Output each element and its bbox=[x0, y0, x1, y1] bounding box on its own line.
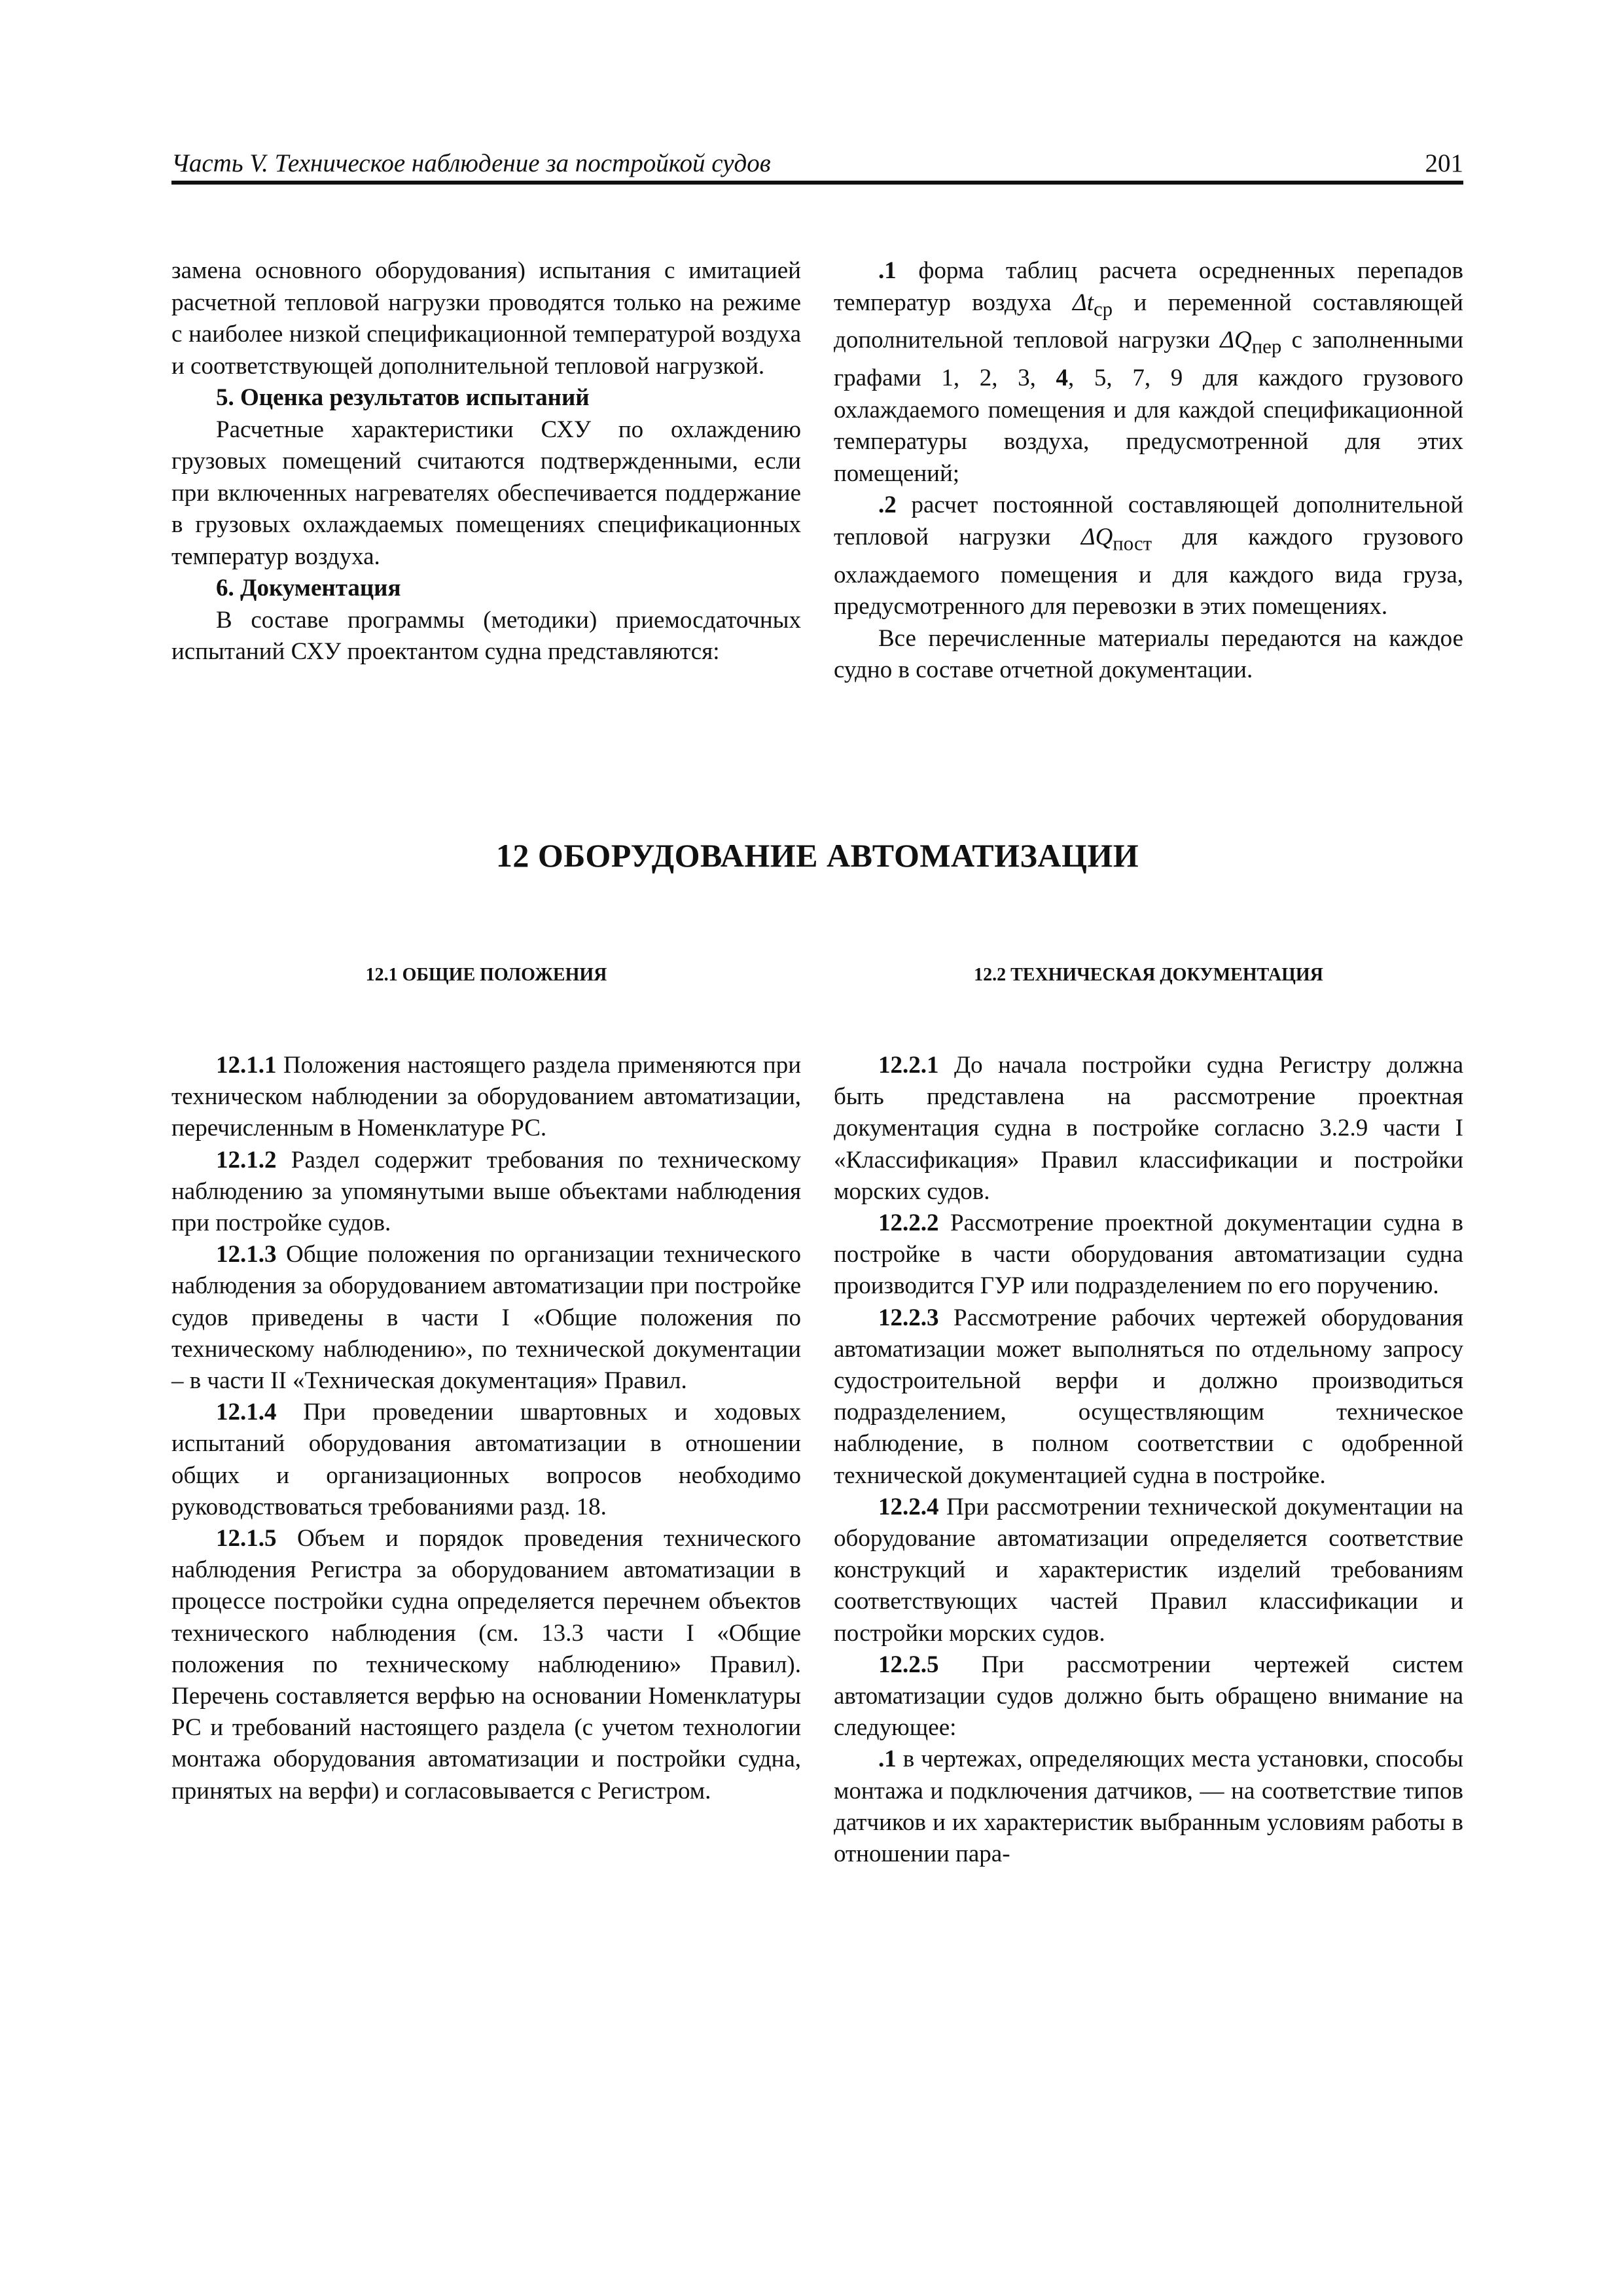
item-text: и переменной составляющей дополнительной тепловой нагрузки bbox=[834, 289, 1463, 354]
item-text: форма таблиц расчета осредненных перепадов температур воздуха bbox=[834, 257, 1463, 316]
list-item bbox=[834, 490, 1463, 622]
math-symbol: Δt bbox=[1073, 289, 1094, 316]
subsection-heading: 6. Документация bbox=[216, 575, 401, 601]
item-number: .1 bbox=[878, 1746, 897, 1773]
clause-number: 12.1.1 bbox=[216, 1052, 277, 1079]
item-number: .1 bbox=[878, 257, 897, 284]
item-number: .2 bbox=[878, 492, 897, 519]
item-text: для каждого грузового охлаждаемого помещения и для каждого вида груза, предусмотренного для перевозки в этих помещениях. bbox=[834, 523, 1463, 620]
paragraph: В составе программы (методики) приемосдаточных испытаний СХУ проектантом судна представляются: bbox=[171, 606, 801, 665]
paragraph: Все перечисленные материалы передаются на каждое судно в составе отчетной документации. bbox=[834, 624, 1463, 684]
section-12-2-column bbox=[834, 1050, 1463, 1870]
clause-number: 12.2.2 bbox=[878, 1210, 939, 1237]
clause-number: 12.1.2 bbox=[216, 1146, 277, 1174]
math-symbol: ΔQ bbox=[1220, 327, 1252, 354]
clause bbox=[171, 1145, 801, 1240]
clause-text: При рассмотрении технической документации на оборудование автоматизации определяется соответствие конструкций и характеристик изделий требованиям соответствующих частей Правил классификации и постройки морских судов. bbox=[834, 1493, 1463, 1647]
clause bbox=[171, 1050, 801, 1145]
bold-number: 4 bbox=[1056, 365, 1069, 392]
subsection-heading: 5. Оценка результатов испытаний bbox=[216, 384, 590, 411]
page-number: 201 bbox=[1425, 149, 1463, 177]
item-text: , 5, 7, 9 для каждого грузового охлаждаемого помещения и для каждой спецификационной температуры воздуха, предусмотренной для этих помещений; bbox=[834, 365, 1463, 487]
section-12-1-column bbox=[171, 1050, 801, 1807]
clause-text: Объем и порядок проведения технического наблюдения Регистра за оборудованием автоматизации в процессе постройки судна определяется перечнем объектов технического наблюдения (см. 13.3 части I «Общие положения по техническому наблюдению» Правил). Перечень составляется верфью на основании Номенклатуры РС и требований настоящего раздела (с учетом технологии монтажа оборудования автоматизации и постройки судна, принятых на верфи) и согласовывается с Регистром. bbox=[171, 1525, 801, 1804]
header-title: Часть V. Техническое наблюдение за постройкой судов bbox=[171, 149, 771, 177]
clause bbox=[171, 1397, 801, 1523]
clause-text: При проведении швартовных и ходовых испытаний оборудования автоматизации в отношении общих и организационных вопросов необходимо руководствоваться требованиями разд. 18. bbox=[171, 1399, 801, 1520]
clause-text: При рассмотрении чертежей систем автоматизации судов должно быть обращено внимание на следующее: bbox=[834, 1651, 1463, 1742]
paragraph: Расчетные характеристики СХУ по охлаждению грузовых помещений считаются подтвержденными, если при включенных нагревателях обеспечивается поддержание в грузовых охлаждаемых помещениях спецификационных температур воздуха. bbox=[171, 416, 801, 570]
clause-text: Положения настоящего раздела применяются при техническом наблюдении за оборудованием автоматизации, перечисленным в Номенклатуре РС. bbox=[171, 1052, 801, 1142]
top-left-column bbox=[171, 255, 801, 668]
clause-number: 12.2.1 bbox=[878, 1052, 939, 1079]
clause-number: 12.1.5 bbox=[216, 1525, 277, 1552]
clause bbox=[171, 1239, 801, 1397]
item-text: расчет постоянной составляющей дополнительной тепловой нагрузки bbox=[834, 492, 1463, 550]
clause bbox=[834, 1050, 1463, 1208]
list-item bbox=[834, 255, 1463, 490]
section-title-12-2: 12.2 ТЕХНИЧЕСКАЯ ДОКУМЕНТАЦИЯ bbox=[974, 965, 1323, 985]
clause-number: 12.1.4 bbox=[216, 1399, 277, 1426]
clause-number: 12.2.5 bbox=[878, 1651, 939, 1678]
clause-text: Рассмотрение проектной документации судна в постройке в части оборудования автоматизации судна производится ГУР или подразделением по его поручению. bbox=[834, 1210, 1463, 1300]
math-subscript: пер bbox=[1251, 335, 1282, 358]
item-text: с заполненными графами 1, 2, 3, bbox=[834, 327, 1463, 392]
clause bbox=[834, 1208, 1463, 1302]
clause bbox=[834, 1302, 1463, 1492]
clause bbox=[834, 1649, 1463, 1744]
top-right-column bbox=[834, 255, 1463, 687]
clause-text: До начала постройки судна Регистру должна быть представлена на рассмотрение проектная документация судна в постройке согласно 3.2.9 части I «Классификация» Правил классификации и постройки морских судов. bbox=[834, 1052, 1463, 1205]
clause-number: 12.2.4 bbox=[878, 1493, 939, 1520]
clause-number: 12.2.3 bbox=[878, 1304, 939, 1331]
list-item bbox=[834, 1744, 1463, 1870]
clause-text: Рассмотрение рабочих чертежей оборудования автоматизации может выполняться по отдельному запросу судостроительной верфи и должно производиться подразделением, осуществляющим техническое наблюдение, в полном соответствии с одобренной технической документацией судна в постройке. bbox=[834, 1304, 1463, 1489]
clause-number: 12.1.3 bbox=[216, 1241, 277, 1268]
clause bbox=[171, 1523, 801, 1807]
section-title-12-1: 12.1 ОБЩИЕ ПОЛОЖЕНИЯ bbox=[365, 965, 607, 985]
clause-text: Раздел содержит требования по техническому наблюдению за упомянутыми выше объектами наблюдения при постройке судов. bbox=[171, 1146, 801, 1237]
math-subscript: ср bbox=[1094, 297, 1113, 320]
math-subscript: пост bbox=[1113, 532, 1152, 555]
clause-text: Общие положения по организации технического наблюдения за оборудованием автоматизации при постройке судов приведены в части I «Общие положения по техническому наблюдению», по технической документации – в части II «Техническая документация» Правил. bbox=[171, 1241, 801, 1395]
chapter-title: 12 ОБОРУДОВАНИЕ АВТОМАТИЗАЦИИ bbox=[495, 837, 1139, 874]
math-symbol: ΔQ bbox=[1080, 523, 1113, 550]
item-text: в чертежах, определяющих места установки, способы монтажа и подключения датчиков, — на соответствие типов датчиков и их характеристик выбранным условиям работы в отношении пара- bbox=[834, 1746, 1463, 1868]
running-header bbox=[171, 140, 1463, 185]
clause bbox=[834, 1492, 1463, 1649]
paragraph: замена основного оборудования) испытания с имитацией расчетной тепловой нагрузки проводятся только на режиме с наиболее низкой спецификационной температурой воздуха и соответствующей дополнительной тепловой нагрузкой. bbox=[171, 257, 801, 380]
